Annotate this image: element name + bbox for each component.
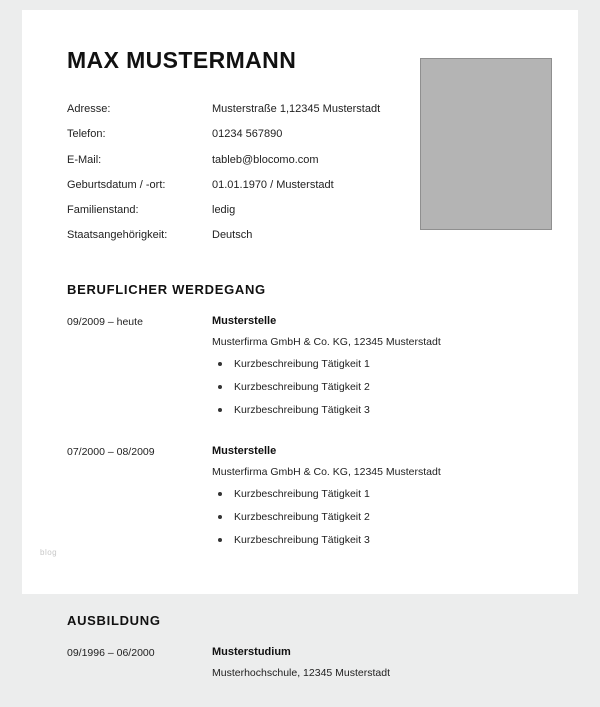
entry-date: 09/1996 – 06/2000 — [67, 647, 155, 660]
list-item: Kurzbeschreibung Tätigkeit 3 — [212, 404, 535, 416]
education-entry — [67, 646, 535, 689]
list-item: Kurzbeschreibung Tätigkeit 1 — [212, 358, 535, 370]
detail-label: E-Mail: — [67, 153, 102, 166]
detail-value: 01.01.1970 / Musterstadt — [212, 178, 334, 191]
detail-label: Familienstand: — [67, 204, 139, 217]
entry-body — [212, 646, 535, 689]
detail-label: Adresse: — [67, 103, 111, 116]
list-item: Kurzbeschreibung Tätigkeit 2 — [212, 381, 535, 393]
table-row — [67, 179, 380, 204]
section-title-education: AUSBILDUNG — [67, 613, 161, 629]
personal-details-table — [67, 103, 380, 254]
entry-role: Musterstelle — [212, 445, 277, 458]
table-row — [67, 103, 380, 128]
section-title-career: BERUFLICHER WERDEGANG — [67, 282, 266, 298]
table-row — [67, 229, 380, 254]
detail-value: tableb@blocomo.com — [212, 153, 319, 166]
detail-label: Geburtsdatum / -ort: — [67, 178, 166, 191]
entry-date: 09/2009 – heute — [67, 316, 143, 329]
entry-role: Musterstudium — [212, 646, 291, 659]
detail-label: Telefon: — [67, 128, 106, 141]
experience-entry — [67, 315, 535, 427]
detail-label: Staatsangehörigkeit: — [67, 229, 168, 242]
detail-value: 01234 567890 — [212, 128, 283, 141]
experience-entry — [67, 445, 535, 557]
detail-value: ledig — [212, 204, 236, 217]
entry-bullet-list — [212, 358, 535, 416]
page-title: MAX MUSTERMANN — [67, 47, 297, 73]
table-row — [67, 204, 380, 229]
entry-body — [212, 315, 535, 427]
spacer — [67, 575, 535, 585]
entry-date: 07/2000 – 08/2009 — [67, 446, 155, 459]
table-row — [67, 154, 380, 179]
watermark-text: blog — [40, 548, 58, 557]
list-item: Kurzbeschreibung Tätigkeit 3 — [212, 534, 535, 546]
document-page — [22, 10, 578, 680]
list-item: Kurzbeschreibung Tätigkeit 2 — [212, 511, 535, 523]
list-item: Kurzbeschreibung Tätigkeit 1 — [212, 488, 535, 500]
entry-organization: Musterhochschule, 12345 Musterstadt — [212, 667, 391, 680]
entry-body — [212, 445, 535, 557]
entry-role: Musterstelle — [212, 315, 277, 328]
entry-organization: Musterfirma GmbH & Co. KG, 12345 Musterstadt — [212, 466, 441, 479]
entry-bullet-list — [212, 488, 535, 546]
entry-organization: Musterfirma GmbH & Co. KG, 12345 Musterstadt — [212, 336, 441, 349]
document-content — [67, 48, 535, 707]
table-row — [67, 128, 380, 153]
detail-value: Deutsch — [212, 229, 253, 242]
detail-value: Musterstraße 1,12345 Musterstadt — [212, 103, 381, 116]
